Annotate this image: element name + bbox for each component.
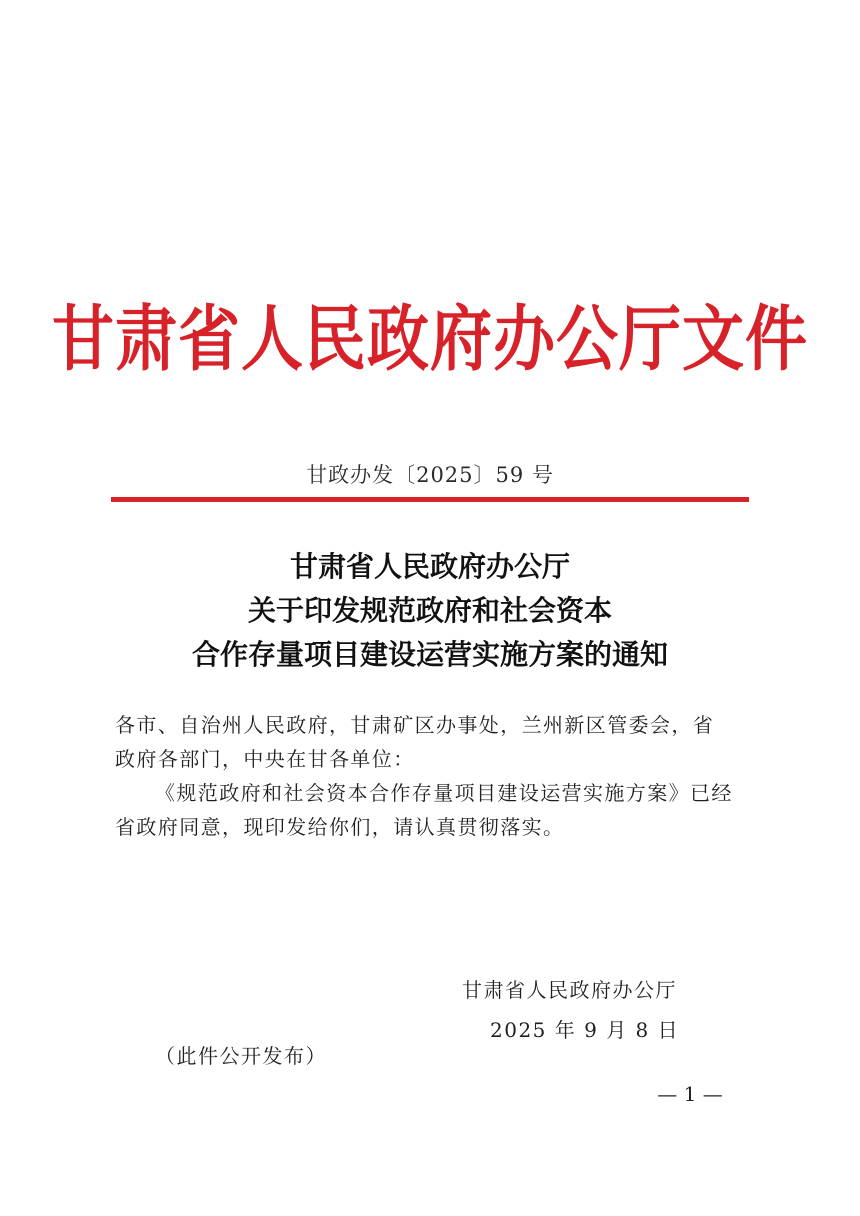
document-header: 甘肃省人民政府办公厅文件	[51, 296, 808, 381]
document-number: 甘政办发〔2025〕59 号	[306, 463, 554, 487]
document-title	[0, 545, 860, 677]
page-number: — 1 —	[657, 1082, 723, 1106]
body-paragraph: 《规范政府和社会资本合作存量项目建设运营实施方案》已经省政府同意，现印发给你们，请认真贯彻落实。	[115, 781, 733, 839]
signing-date: 2025 年 9 月 8 日	[490, 1018, 680, 1042]
red-separator-line	[111, 497, 749, 502]
title-line-1: 甘肃省人民政府办公厅	[289, 550, 570, 583]
signing-organization: 甘肃省人民政府办公厅	[462, 978, 677, 1002]
salutation-line-2: 政府各部门，中央在甘各单位：	[115, 747, 415, 771]
salutation-line-1: 各市、自治州人民政府，甘肃矿区办事处，兰州新区管委会，省	[115, 713, 715, 737]
title-line-3: 合作存量项目建设运营实施方案的通知	[191, 638, 668, 671]
disclosure-note: （此件公开发布）	[155, 1044, 327, 1068]
title-line-2: 关于印发规范政府和社会资本	[247, 594, 612, 627]
document-body	[115, 708, 747, 844]
